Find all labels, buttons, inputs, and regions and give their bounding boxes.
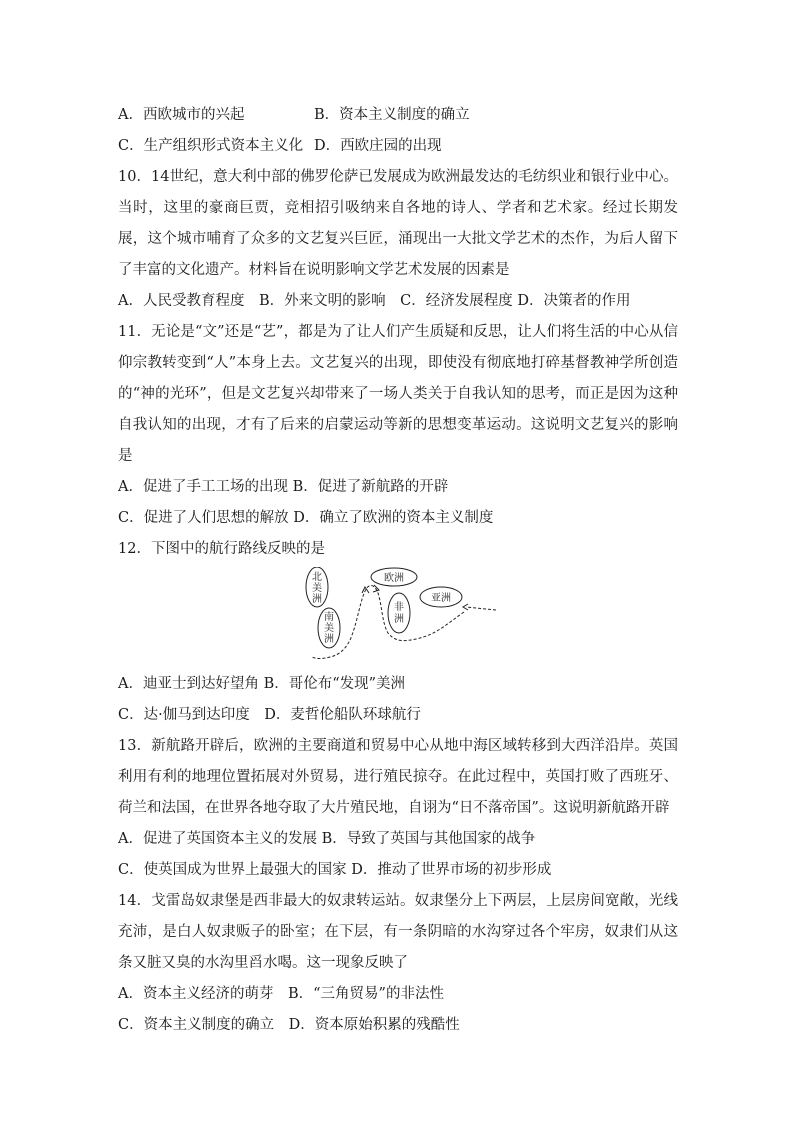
q9-options-row1 [118,100,678,131]
south-america-label-2: 美 [324,623,334,634]
q14-stem: 14．戈雷岛奴隶堡是西非最大的奴隶转运站。奴隶堡分上下两层，上层房间宽敞，光线充沛，是白人奴隶贩子的卧室；在下层，有一条阴暗的水沟穿过各个牢房，奴隶们从这条又脏又臭的水沟里舀水喝。这一现象反映了 [118,893,678,971]
q13-options-cd[interactable]: C．使英国成为世界上最强大的国家 D．推动了世界市场的初步形成 [118,862,552,878]
africa-label-1: 非 [394,602,404,613]
q14-options-ab[interactable]: A．资本主义经济的萌芽 B．“三角贸易”的非法性 [118,986,444,1002]
route-map-diagram [298,567,498,663]
q9-option-a[interactable]: A．西欧城市的兴起 [118,107,245,123]
q12-stem: 12．下图中的航行路线反映的是 [118,541,325,557]
africa-shape [388,593,410,633]
asia-label: 亚洲 [431,593,451,604]
africa-label-2: 洲 [394,614,404,625]
south-america-label-1: 南 [324,612,334,623]
q12-options-ab[interactable]: A．迪亚士到达好望角 B．哥伦布“发现”美洲 [118,676,406,692]
q10-options[interactable]: A．人民受教育程度 B．外来文明的影响 C．经济发展程度 D．决策者的作用 [118,293,631,309]
q9-option-b[interactable]: B．资本主义制度的确立 [314,107,470,123]
q10-stem: 10．14世纪，意大利中部的佛罗伦萨已发展成为欧洲最发达的毛纺织业和银行业中心。当时，这里的豪商巨贾，竞相招引吸纳来自各地的诗人、学者和艺术家。经过长期发展，这个城市哺育了众多的文艺复兴巨匠，涌现出一大批文学艺术的杰作，为后人留下了丰富的文化遗产。材料旨在说明影响文学艺术发展的因素是 [118,169,678,278]
q12-options-cd[interactable]: C．达·伽马到达印度 D．麦哲伦船队环球航行 [118,707,421,723]
south-america-label-3: 洲 [324,634,334,645]
arrow-head-east [463,604,468,610]
q11-options-cd[interactable]: C．促进了人们思想的解放 D．确立了欧洲的资本主义制度 [118,510,494,526]
europe-label: 欧洲 [384,573,404,584]
question-content [118,100,678,1041]
q13-stem: 13．新航路开辟后，欧洲的主要商道和贸易中心从地中海区域转移到大西洋沿岸。英国利用有利的地理位置拓展对外贸易，进行殖民掠夺。在此过程中，英国打败了西班牙、荷兰和法国，在世界各地夺取了大片殖民地，自诩为“日不落帝国”。这说明新航路开辟 [118,738,678,816]
route-segment-east [466,607,496,610]
q11-options-ab[interactable]: A．促进了手工工场的出现 B．促进了新航路的开辟 [118,479,449,495]
north-america-label-2: 美 [312,583,322,594]
q9-options-row2 [118,131,678,162]
q9-option-c[interactable]: C．生产组织形式资本主义化 [118,138,304,154]
q12-route-map [118,567,678,663]
q14-options-cd[interactable]: C．资本主义制度的确立 D．资本原始积累的残酷性 [118,1017,460,1033]
north-america-label-1: 北 [312,572,322,583]
q11-stem: 11．无论是“文”还是“艺”，都是为了让人们产生质疑和反思，让人们将生活的中心从信仰宗教转变到“人”本身上去。文艺复兴的出现，即使没有彻底地打碎基督教神学所创造的“神的光环”，但是文艺复兴却带来了一场人类关于自我认知的思考，而正是因为这种自我认知的出现，才有了后来的启蒙运动等新的思想变革运动。这说明文艺复兴的影响是 [118,324,678,464]
q13-options-ab[interactable]: A．促进了英国资本主义的发展 B．导致了英国与其他国家的战争 [118,831,536,847]
north-america-label-3: 洲 [312,594,322,605]
q9-option-d[interactable]: D．西欧庄园的出现 [314,138,442,154]
